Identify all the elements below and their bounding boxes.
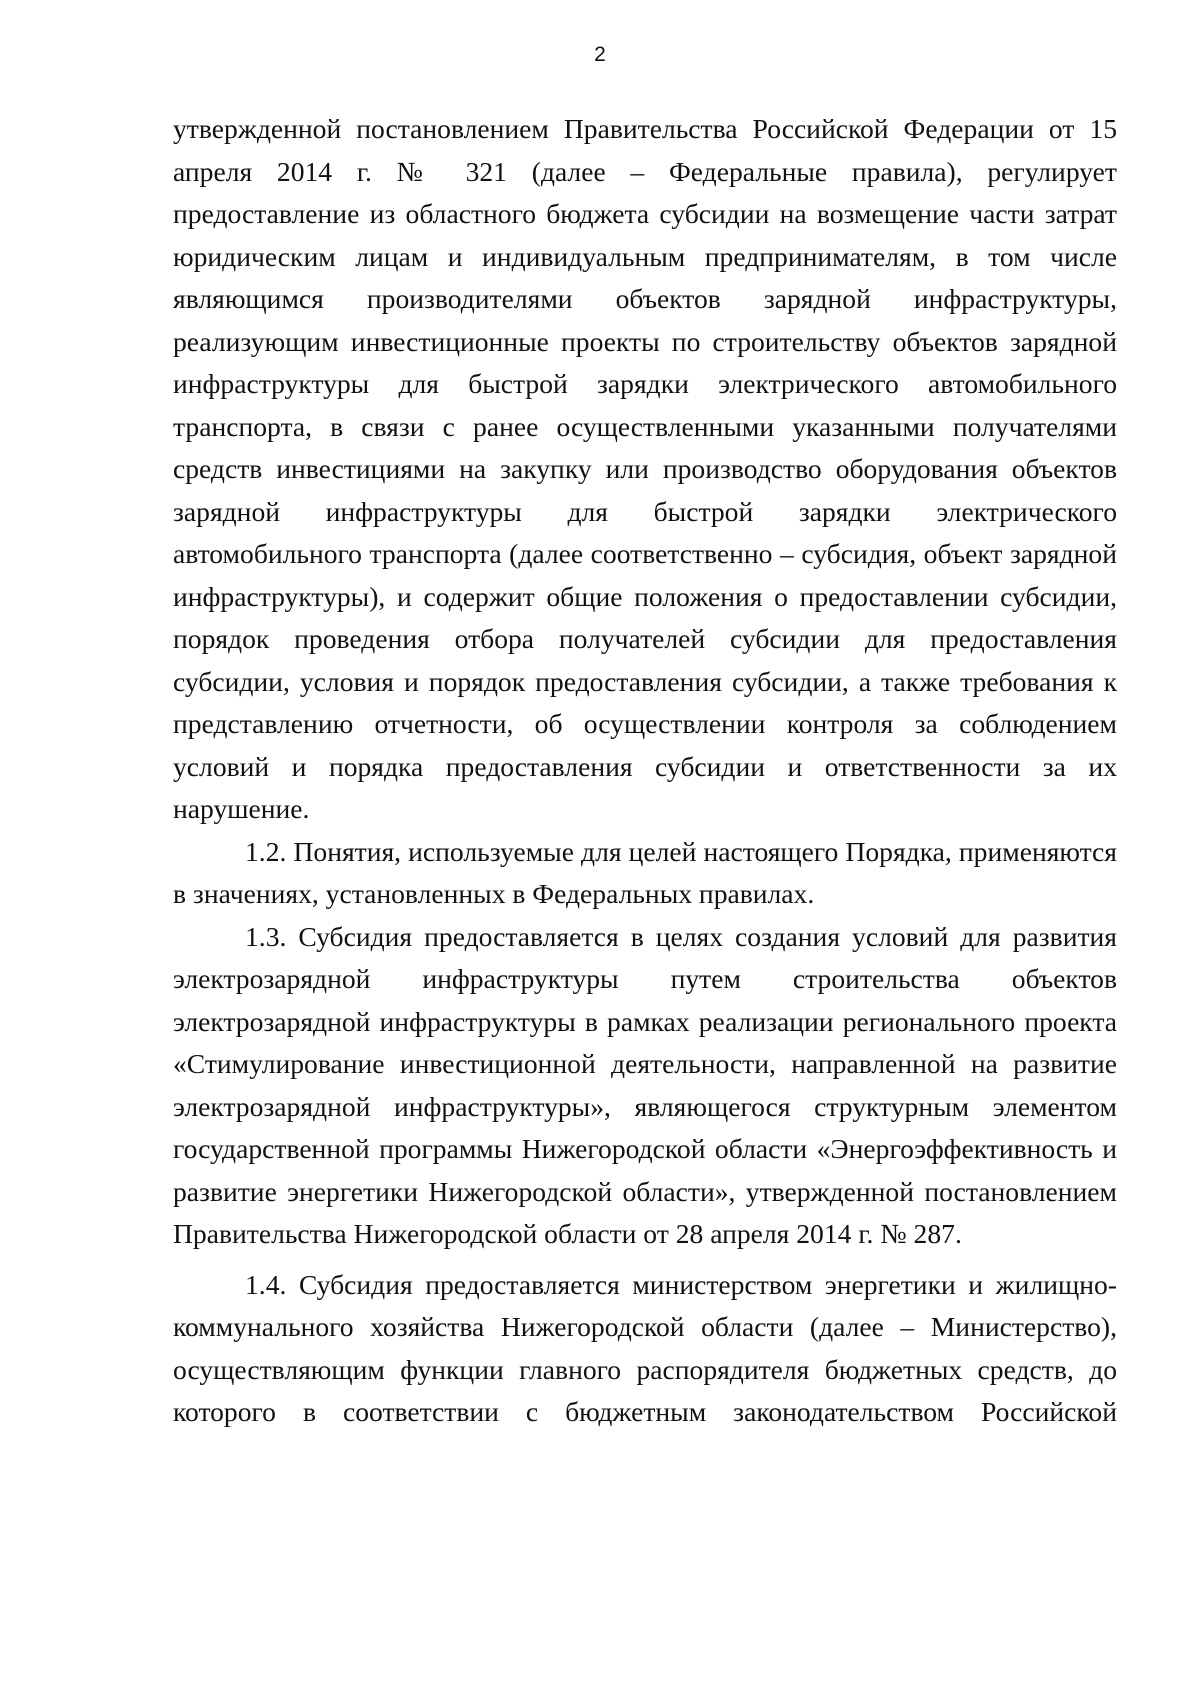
paragraph-1-2: 1.2. Понятия, используемые для целей настоящего Порядка, применяются в значениях, установленных в Федеральных правилах. [173,835,1117,909]
document-body [173,108,1117,1434]
paragraph-1-1-continuation: утвержденной постановлением Правительства Российской Федерации от 15 апреля 2014 г. № 321 (далее – Федеральные правила), регулирует предоставление из областного бюджета субсидии на возмещение части затрат юридическим лицам и индивидуальным предпринимателям, в том числе являющимся производителями объектов зарядной инфраструктуры, реализующим инвестиционные проекты по строительству объектов зарядной инфраструктуры для быстрой зарядки электрического автомобильного транспорта, в связи с ранее осуществленными указанными получателями средств инвестициями на закупку или производство оборудования объектов зарядной инфраструктуры для быстрой зарядки электрического автомобильного транспорта (далее соответственно – субсидия, объект зарядной инфраструктуры), и содержит общие положения о предоставлении субсидии, порядок проведения отбора получателей субсидии для предоставления субсидии, условия и порядок предоставления субсидии, а также требования к представлению отчетности, об осуществлении контроля за соблюдением условий и порядка предоставления субсидии и ответственности за их нарушение. [173,113,1117,824]
page-number: 2 [594,43,606,66]
paragraph-1-4: 1.4. Субсидия предоставляется министерством энергетики и жилищно-коммунального хозяйства Нижегородской области (далее – Министерство), осуществляющим функции главного распорядителя бюджетных средств, до которого в соответствии с бюджетным законодательством Российской [173,1268,1117,1427]
paragraph-1-3: 1.3. Субсидия предоставляется в целях создания условий для развития электрозарядной инфраструктуры путем строительства объектов электрозарядной инфраструктуры в рамках реализации регионального проекта «Стимулирование инвестиционной деятельности, направленной на развитие электрозарядной инфраструктуры», являющегося структурным элементом государственной программы Нижегородской области «Энергоэффективность и развитие энергетики Нижегородской области», утвержденной постановлением Правительства Нижегородской области от 28 апреля 2014 г. № 287. [173,920,1117,1249]
